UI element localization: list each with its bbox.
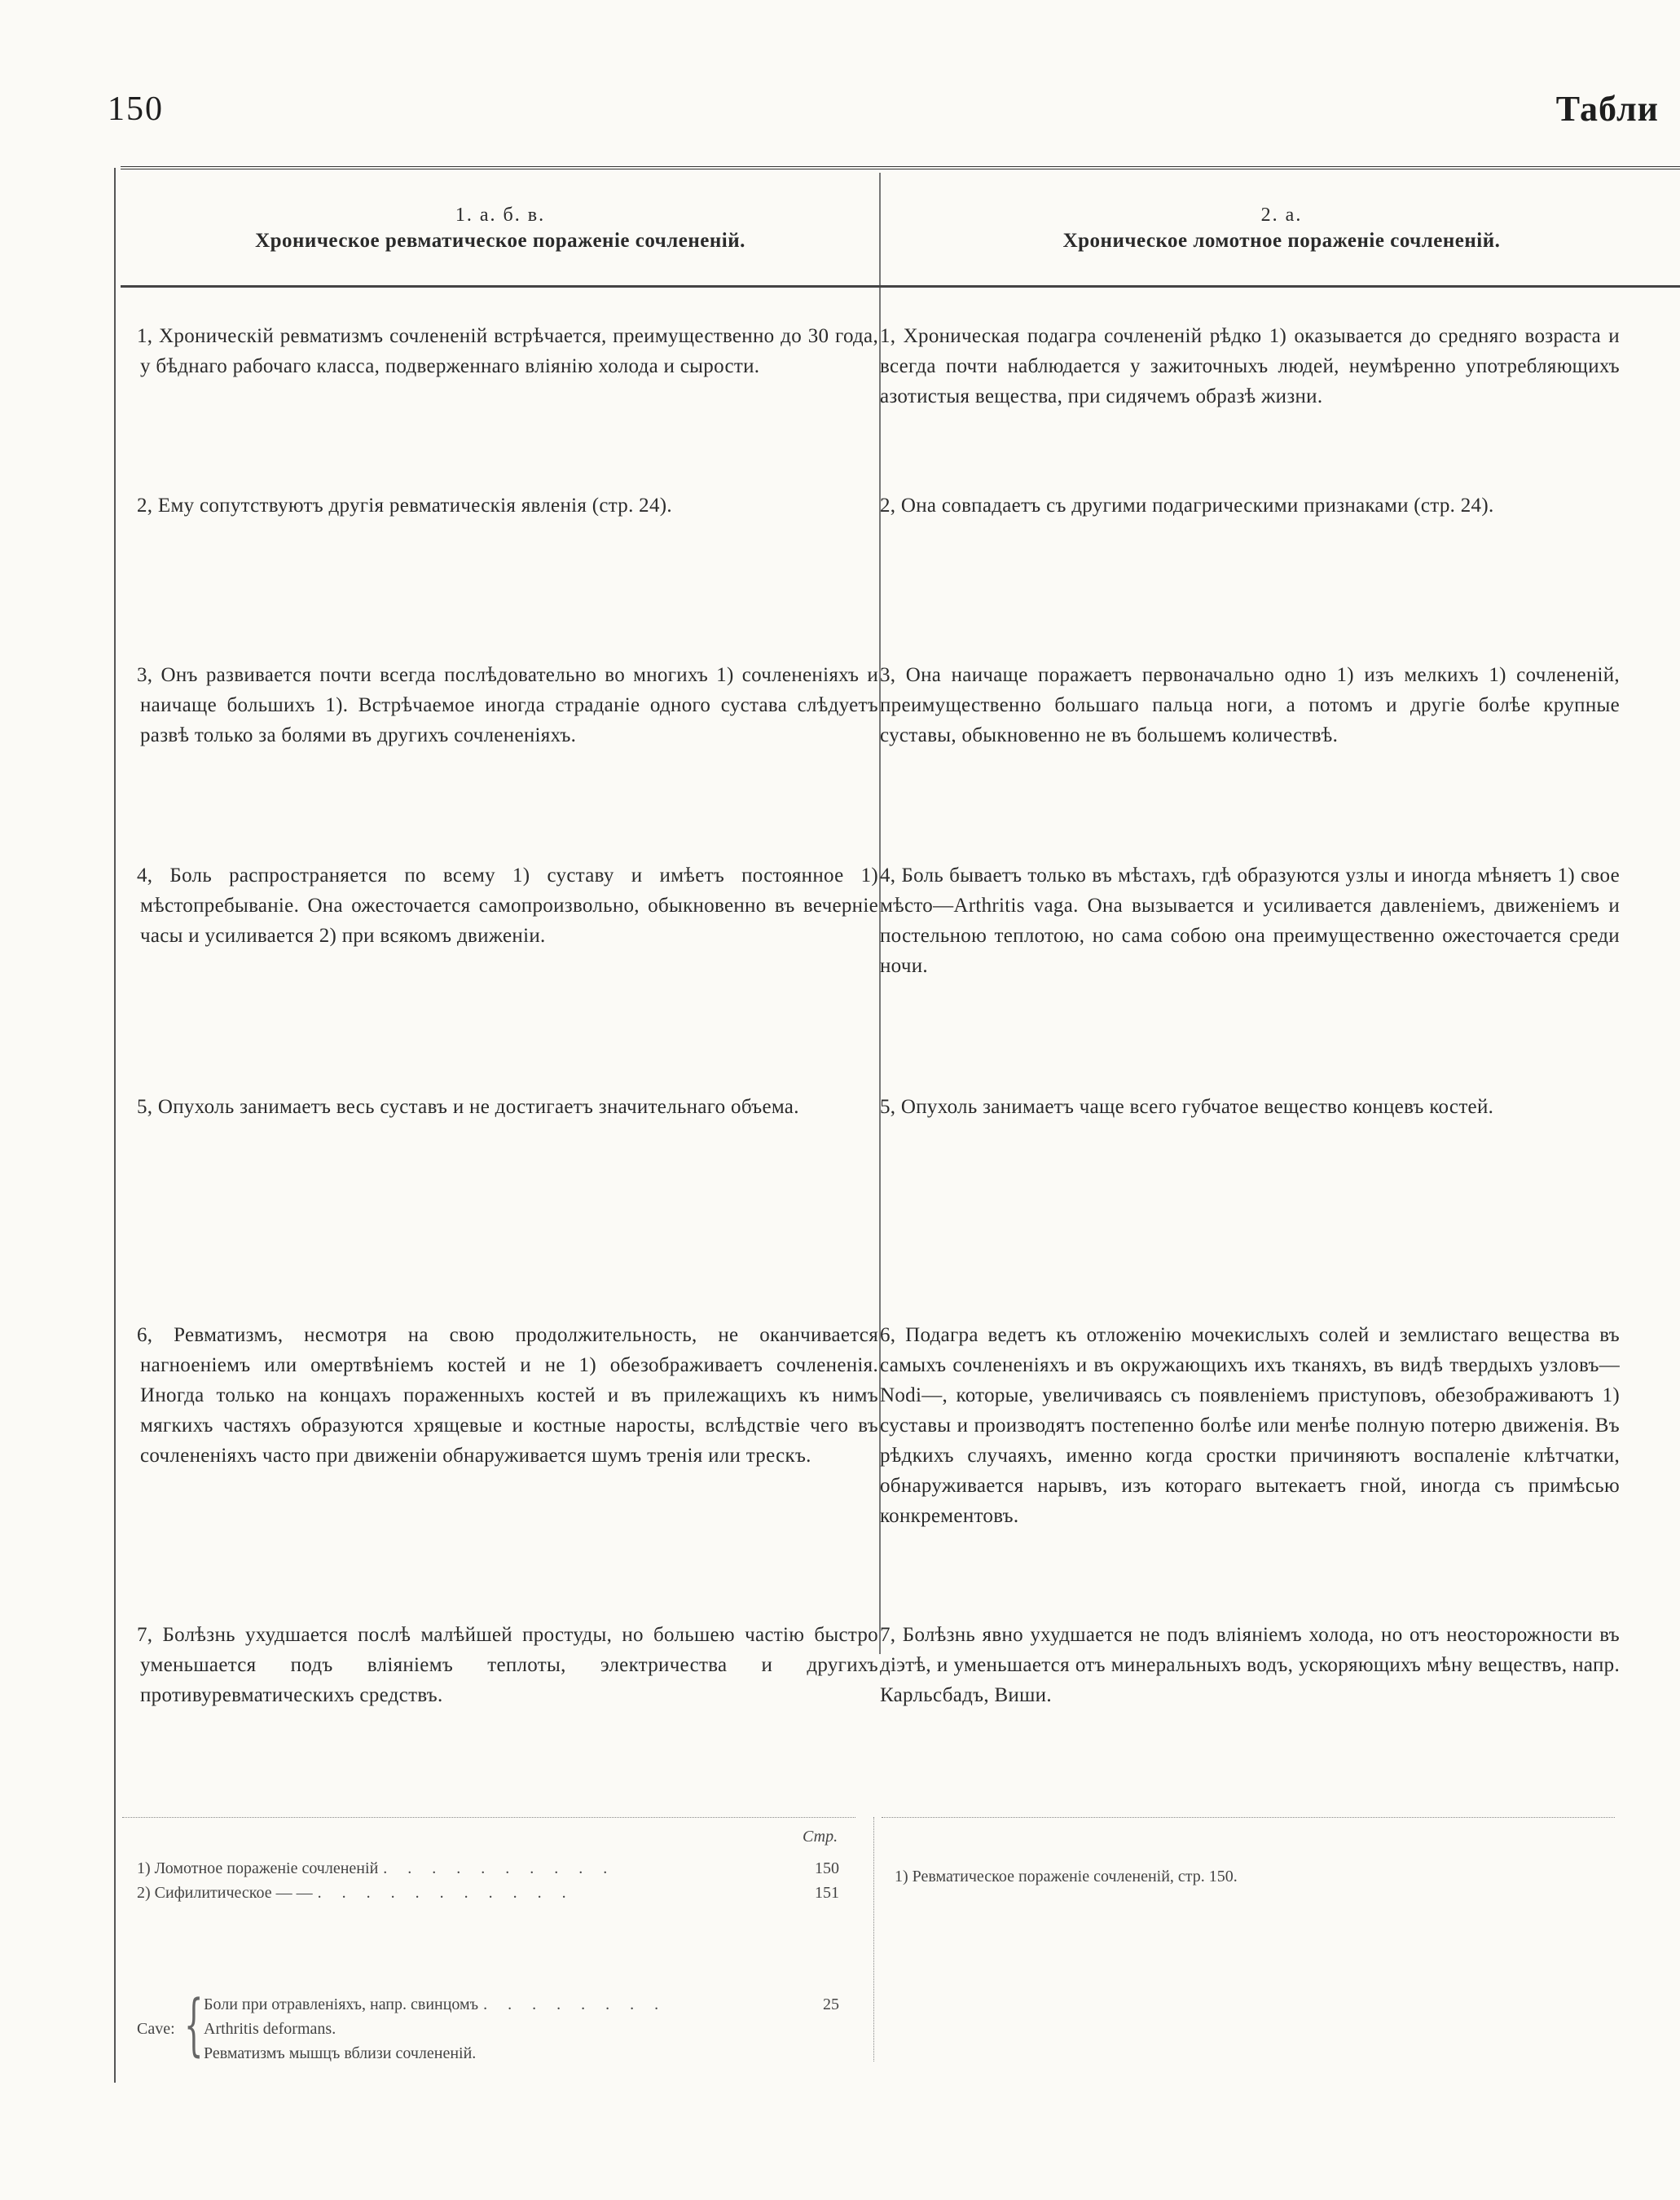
entry-right-1: 1, Хроническая подагра сочлененій рѣдко 1) оказывается до средняго возраста и всегда почти наблюдается у зажиточныхъ людей, неумѣренно употребляющихъ азотистыя вещества, при сидячемъ образѣ жизни. (880, 325, 1620, 407)
page-column-label: Стр. (803, 1828, 838, 1846)
entry-right-3: 3, Она наичаще поражаетъ первоначально одно 1) изъ мелкихъ 1) сочлененій, преимущественно большаго пальца ноги, а потомъ и другіе болѣе крупные суставы, обыкновенно не въ большемъ количествѣ. (880, 664, 1620, 746)
leader-dots: . . . . . . . . . . (383, 1859, 616, 1877)
cave-item (204, 1992, 839, 2017)
footnote-divider (873, 1817, 875, 2061)
entry-right-4: 4, Боль бываетъ только въ мѣстахъ, гдѣ образуются узлы и иногда мѣняетъ 1) свое мѣсто—Arthritis vaga. Она вызывается и усиливается давленіемъ, движеніемъ и постельною теплотою, но сама собою она преимущественно ожесточается среди ночи. (880, 865, 1620, 977)
running-head: Табли (1555, 89, 1659, 129)
cave-item (204, 2017, 839, 2041)
entry-left-7: 7, Болѣзнь ухудшается послѣ малѣйшей простуды, но большею частію быстро уменьшается подъ вліяніемъ теплоты, электричества и другихъ противуревматическихъ средствъ. (137, 1624, 878, 1706)
entry-right-6: 6, Подагра ведетъ къ отложенію мочекислыхъ солей и землистаго вещества въ самыхъ сочлененіяхъ и въ окружающихъ ихъ тканяхъ, въ видѣ твердыхъ узловъ—Nodi—, которые, увеличиваясь съ появленіемъ приступовъ, обезображиваютъ 1) суставы и производятъ постепенно болѣе или менѣе полную потерю движенія. Въ рѣдкихъ случаяхъ, именно когда сростки причиняютъ воспаленіе клѣтчатки, обнаруживается нарывъ, изъ котораго вытекаетъ гной, иногда съ примѣсью конкрементовъ. (880, 1324, 1620, 1527)
table-left-border (114, 168, 116, 2083)
page-number: 150 (108, 90, 164, 128)
entry-left-4: 4, Боль распространяется по всему 1) суставу и имѣетъ постоянное 1) мѣстопребываніе. Она ожесточается самопроизвольно, обыкновенно въ вечерніе часы и усиливается 2) при всякомъ движеніи. (137, 865, 878, 947)
footnote-row (137, 1881, 839, 1905)
leader-dots: . . . . . . . . (483, 1995, 667, 2013)
column-number-right: 2. а. (1260, 205, 1303, 226)
cave-item-text: Ревматизмъ мышцъ вблизи сочлененій. (204, 2044, 477, 2062)
entry-left-2: 2, Ему сопутствуютъ другія ревматическія явленія (стр. 24). (137, 495, 672, 517)
entry-left-6: 6, Ревматизмъ, несмотря на свою продолжительность, не оканчивается нагноеніемъ или омертвѣніемъ костей и не 1) обезображиваетъ сочлененія. Иногда только на концахъ пораженныхъ костей и въ прилежащихъ къ нимъ мягкихъ частяхъ образуются хрящевые и костные наросты, вслѣдствіе чего въ сочлененіяхъ часто при движеніи обнаруживается шумъ тренія или трескъ. (137, 1324, 878, 1467)
footnote-right: 1) Ревматическое пораженіе сочлененій, стр. 150. (895, 1868, 1238, 1885)
brace-glyph: { (184, 1987, 204, 2064)
footnote-rule-left (122, 1817, 855, 1819)
footnote-page: 151 (815, 1884, 839, 1902)
cave-item (204, 2041, 839, 2066)
column-header-left (122, 202, 878, 254)
footnote-text: 2) Сифилитическое — — (137, 1884, 313, 1902)
footnotes-left (137, 1856, 839, 1905)
cave-label: Cave: (137, 2020, 175, 2038)
entry-right-5: 5, Опухоль занимаетъ чаще всего губчатое вещество концевъ костей. (880, 1096, 1494, 1118)
footnote-page: 150 (815, 1859, 839, 1877)
footnote-text: 1) Ломотное пораженіе сочлененій (137, 1859, 379, 1877)
column-title-right: Хроническое ломотное пораженіе сочлененій. (1062, 230, 1501, 252)
header-rule (121, 285, 1680, 288)
entry-right-2: 2, Она совпадаетъ съ другими подагрическими признаками (стр. 24). (880, 495, 1494, 517)
leader-dots: . . . . . . . . . . . (317, 1884, 574, 1902)
column-header-right (884, 202, 1679, 254)
column-title-left: Хроническое ревматическое пораженіе сочлененій. (255, 230, 745, 252)
entry-right-7: 7, Болѣзнь явно ухудшается не подъ вліяніемъ холода, но отъ неосторожности въ діэтѣ, и уменьшается отъ минеральныхъ водъ, ускоряющихъ мѣну веществъ, напр. Карльсбадъ, Виши. (880, 1624, 1620, 1706)
column-number-left: 1. а. б. в. (455, 205, 546, 226)
footnote-row (137, 1856, 839, 1881)
cave-item-text: Arthritis deformans. (204, 2020, 336, 2038)
footnote-rule-right (882, 1817, 1615, 1819)
cave-item-page: 25 (823, 1995, 839, 2013)
entry-left-5: 5, Опухоль занимаетъ весь суставъ и не достигаетъ значительнаго объема. (137, 1096, 799, 1118)
entry-left-3: 3, Онъ развивается почти всегда послѣдовательно во многихъ 1) сочлененіяхъ и наичаще большихъ 1). Встрѣчаемое иногда страданіе одного сустава слѣдуетъ развѣ только за болями въ другихъ сочлененіяхъ. (137, 664, 878, 746)
entry-left-1: 1, Хроническій ревматизмъ сочлененій встрѣчается, преимущественно до 30 года, у бѣднаго рабочаго класса, подверженнаго вліянію холода и сырости. (137, 325, 878, 377)
cave-item-text: Боли при отравленіяхъ, напр. свинцомъ (204, 1995, 479, 2013)
